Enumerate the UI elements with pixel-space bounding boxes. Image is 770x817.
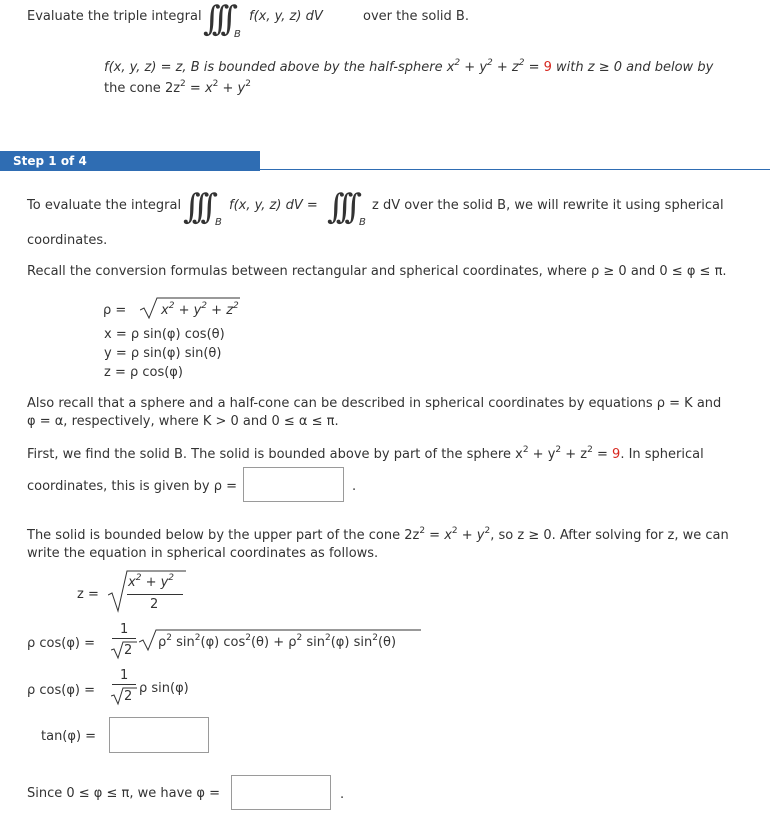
first-text: First, we find the solid B. The solid is bounded above by part of the sphere $x^2 + y^2 + z^2 = 9$. In spherical xyxy=(27,445,704,462)
period: . xyxy=(352,479,357,494)
frac-denominator: 2 xyxy=(150,597,159,612)
long-radicand: $\rho^2$ $\sin^2(\varphi) \cos^2(\theta) + \rho^2$ $\sin^2(\varphi)$ $\sin^2(\theta)$ xyxy=(158,633,397,650)
integral-subscript: B xyxy=(359,217,366,228)
rho-answer-input[interactable] xyxy=(243,467,344,502)
root-two: 2 xyxy=(124,643,133,658)
fraction-bar xyxy=(112,638,136,639)
z-spherical: z = ρ cos(φ) xyxy=(104,365,183,380)
period: . xyxy=(340,787,345,802)
frac-one: 1 xyxy=(120,668,129,683)
below-text-2: write the equation in spherical coordinates as follows. xyxy=(27,546,379,561)
x-spherical: x = ρ sin(φ) cos(θ) xyxy=(104,327,225,342)
step-header: Step 1 of 4 xyxy=(0,151,260,171)
integrand: f(x, y, z) dV xyxy=(249,9,323,24)
eval-text-a: To evaluate the integral xyxy=(27,198,182,213)
recall-text: Recall the conversion formulas between rectangular and spherical coordinates, where ρ ≥ 0 and 0 ≤ φ ≤ π. xyxy=(27,264,727,279)
problem-tail: over the solid B. xyxy=(363,9,469,24)
below-text-1: The solid is bounded below by the upper part of the cone $2z^2 = x^2 + y^2$, so z ≥ 0. After solving for z, we can xyxy=(27,526,729,543)
z-lhs: z = xyxy=(77,587,99,602)
rc-lhs-2: ρ cos(φ) = xyxy=(27,683,96,698)
triple-integral-icon: ∫∫∫ xyxy=(327,187,354,227)
rc2-rhs: ρ sin(φ) xyxy=(139,681,189,696)
step-divider xyxy=(260,169,770,170)
triple-integral-icon: ∫∫∫ xyxy=(203,0,230,39)
also-text-1: Also recall that a sphere and a half-cone can be described in spherical coordinates by equations ρ = K and xyxy=(27,396,722,411)
radius-squared: 9 xyxy=(612,447,621,462)
frac-one: 1 xyxy=(120,622,129,637)
phi-answer-input[interactable] xyxy=(231,775,331,810)
fraction-bar xyxy=(127,594,183,595)
integral-subscript: B xyxy=(234,29,241,40)
tan-answer-input[interactable] xyxy=(109,717,209,753)
since-text: Since 0 ≤ φ ≤ π, we have φ = xyxy=(27,786,221,801)
eval-text-b: f(x, y, z) dV = xyxy=(229,198,318,213)
problem-line-2: the cone $2z^2 = x^2 + y^2$ xyxy=(104,79,251,96)
frac-numerator: $x^2 + y^2$ xyxy=(128,573,175,590)
radius-squared: 9 xyxy=(543,60,552,75)
problem-line-1: f(x, y, z) = z, B is bounded above by the half-sphere $x^2 + y^2 + z^2 = 9$ with z ≥ 0 and below by xyxy=(104,58,714,75)
eval-text-c: z dV over the solid B, we will rewrite it using spherical xyxy=(372,198,724,213)
triple-integral-icon: ∫∫∫ xyxy=(183,187,210,227)
problem-intro: Evaluate the triple integral xyxy=(27,9,202,24)
coords-rho-text: coordinates, this is given by ρ = xyxy=(27,479,238,494)
fraction-bar xyxy=(112,684,136,685)
coords-text: coordinates. xyxy=(27,233,108,248)
rc-lhs-1: ρ cos(φ) = xyxy=(27,636,96,651)
y-spherical: y = ρ sin(φ) sin(θ) xyxy=(104,346,222,361)
rho-eq-label: ρ = xyxy=(103,303,127,318)
rho-radicand: $x^2 + y^2 + z^2$ xyxy=(161,301,239,318)
root-two: 2 xyxy=(124,689,133,704)
also-text-2: φ = α, respectively, where K > 0 and 0 ≤ α ≤ π. xyxy=(27,414,339,429)
tan-lhs: tan(φ) = xyxy=(41,729,97,744)
integral-subscript: B xyxy=(215,217,222,228)
